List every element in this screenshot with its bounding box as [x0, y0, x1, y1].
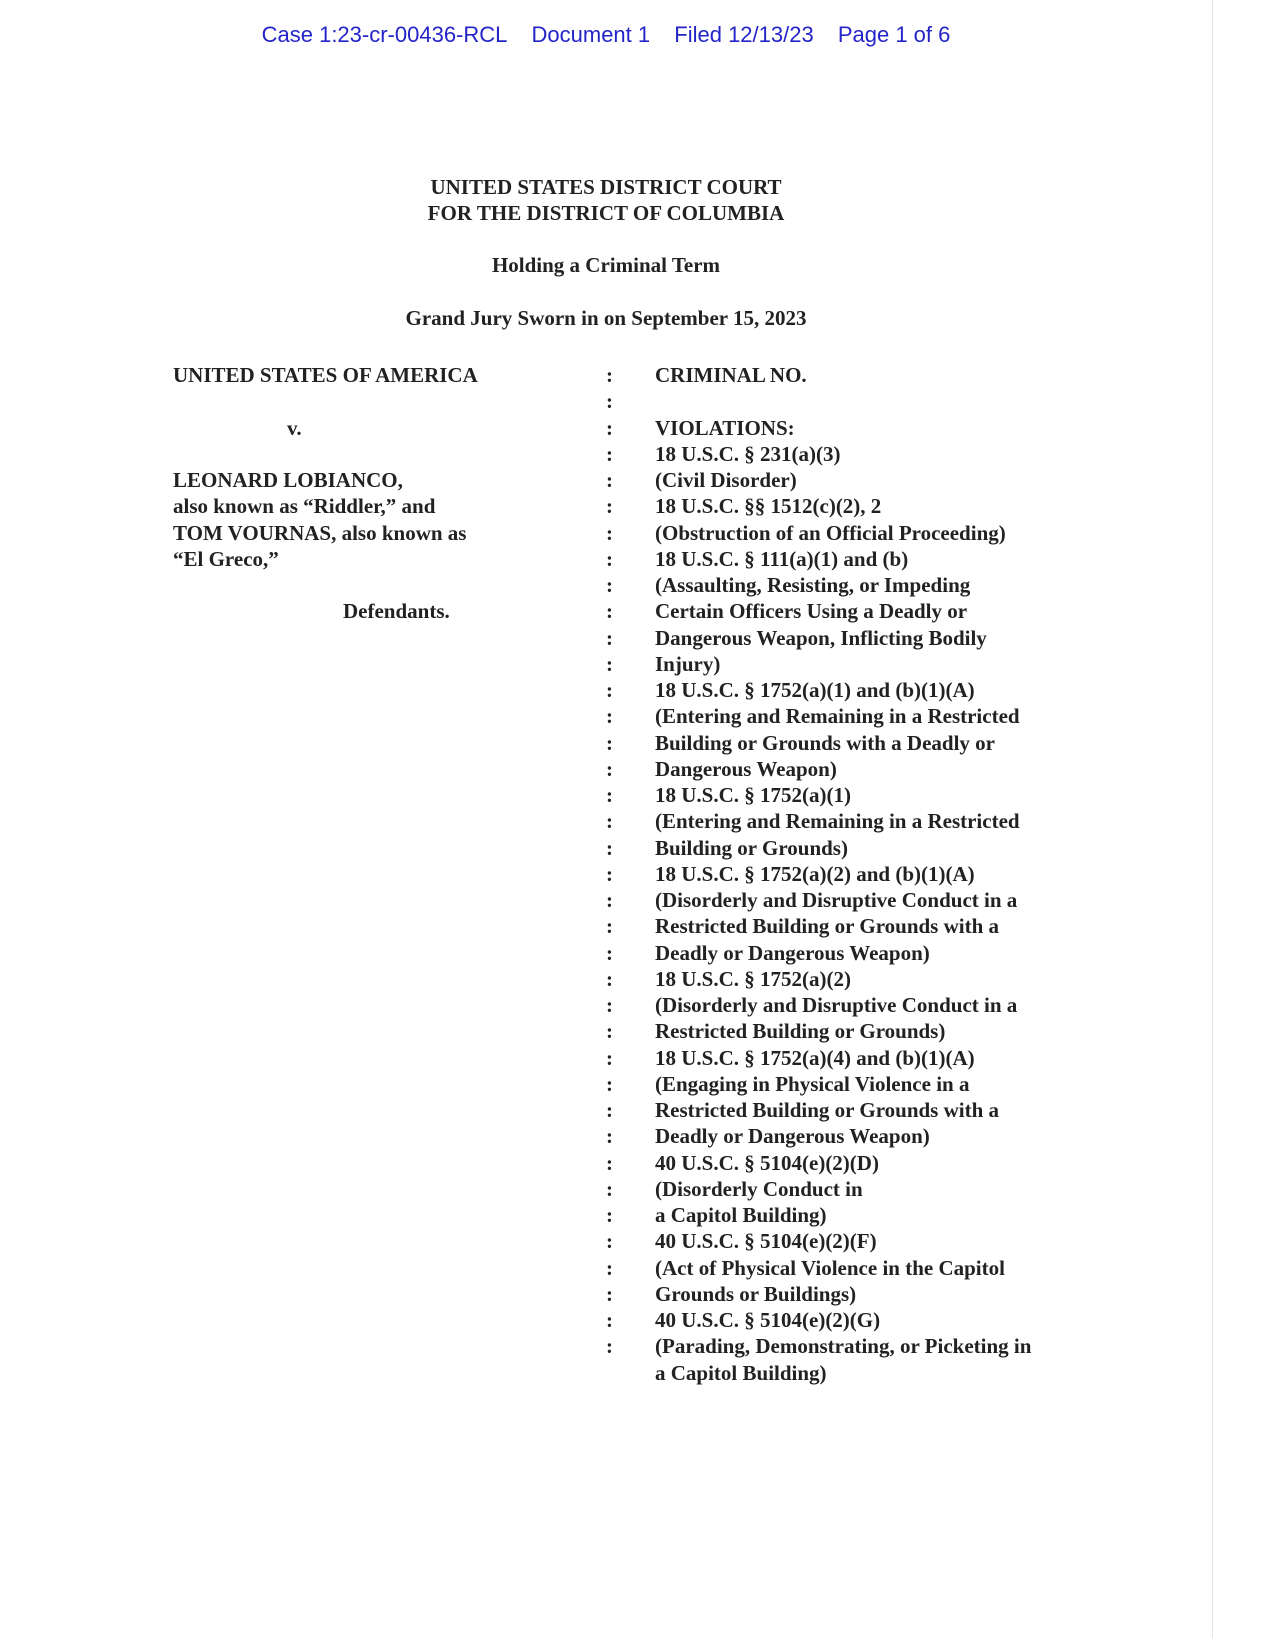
document-number: Document 1 — [531, 22, 651, 47]
caption-colon: : — [606, 363, 613, 387]
court-name — [0, 174, 1212, 226]
caption-colon: : — [606, 651, 613, 676]
caption-colon: : — [606, 914, 613, 939]
caption-colon: : — [606, 1176, 613, 1201]
case-number: Case 1:23-cr-00436-RCL — [261, 22, 508, 47]
filed-date: Filed 12/13/23 — [674, 22, 814, 47]
caption-colon: : — [606, 573, 613, 597]
violation-statute: 18 U.S.C. § 1752(a)(4) and (b)(1)(A) — [655, 1045, 975, 1070]
violation-description: (Assaulting, Resisting, or Impeding — [655, 573, 971, 597]
violation-description: a Capitol Building) — [655, 1203, 827, 1227]
violation-statute: 18 U.S.C. § 1752(a)(1) and (b)(1)(A) — [655, 678, 975, 702]
violation-description: Grounds or Buildings) — [655, 1281, 857, 1306]
plaintiff: UNITED STATES OF AMERICA — [173, 363, 478, 387]
violation-description: Deadly or Dangerous Weapon) — [655, 1124, 930, 1149]
violation-description: (Act of Physical Violence in the Capitol — [655, 1255, 1005, 1280]
grand-jury-date: Grand Jury Sworn in on September 15, 2023 — [405, 306, 807, 330]
caption-colon: : — [606, 415, 613, 440]
caption-colon: : — [606, 809, 613, 834]
caption-colon: : — [606, 678, 613, 702]
violation-description: (Engaging in Physical Violence in a — [655, 1071, 970, 1096]
violation-description: Restricted Building or Grounds) — [655, 1019, 946, 1044]
caption-colon: : — [606, 783, 613, 807]
caption-colon: : — [606, 966, 613, 991]
violation-description: (Entering and Remaining in a Restricted — [655, 809, 1020, 834]
criminal-term: Holding a Criminal Term — [491, 253, 721, 277]
violation-description: a Capitol Building) — [655, 1360, 827, 1385]
violation-description: (Parading, Demonstrating, or Picketing in — [655, 1334, 1032, 1359]
violation-description: (Disorderly Conduct in — [655, 1176, 863, 1201]
caption-colon: : — [606, 1071, 613, 1096]
violation-statute: 40 U.S.C. § 5104(e)(2)(G) — [655, 1308, 881, 1332]
caption-colon: : — [606, 730, 613, 755]
page-indicator: Page 1 of 6 — [837, 22, 951, 47]
caption-colon: : — [606, 494, 613, 519]
caption-colon: : — [606, 441, 613, 466]
caption-colon: : — [606, 756, 613, 781]
ecf-header-stamp — [0, 22, 1212, 48]
violation-description: (Disorderly and Disruptive Conduct in a — [655, 993, 1018, 1017]
caption-colon: : — [606, 1150, 613, 1175]
caption-right — [655, 362, 1031, 1386]
violation-description: (Disorderly and Disruptive Conduct in a — [655, 888, 1018, 912]
violation-description: Building or Grounds with a Deadly or — [655, 730, 995, 755]
violation-statute: 18 U.S.C. § 1752(a)(2) — [655, 966, 851, 991]
caption-left — [173, 362, 478, 625]
violation-description: Deadly or Dangerous Weapon) — [655, 940, 930, 965]
violation-description: Building or Grounds) — [655, 835, 848, 860]
versus: v. — [287, 415, 302, 440]
defendant-line: LEONARD LOBIANCO, — [173, 468, 403, 492]
caption-colon: : — [606, 1229, 613, 1254]
violation-statute: 40 U.S.C. § 5104(e)(2)(D) — [655, 1150, 879, 1175]
defendants-label: Defendants. — [343, 599, 450, 624]
caption-colon: : — [606, 1045, 613, 1070]
caption-colon: : — [606, 1124, 613, 1149]
caption-colon: : — [606, 1203, 613, 1227]
violation-description: (Obstruction of an Official Proceeding) — [655, 520, 1006, 545]
caption-colon: : — [606, 1098, 613, 1122]
caption-colon: : — [606, 520, 613, 545]
violation-description: Dangerous Weapon, Inflicting Bodily — [655, 625, 987, 650]
violation-description: Dangerous Weapon) — [655, 756, 837, 781]
caption-colons — [606, 362, 613, 1360]
violation-statute: 18 U.S.C. §§ 1512(c)(2), 2 — [655, 494, 882, 519]
caption-colon: : — [606, 1334, 613, 1359]
violation-description: (Entering and Remaining in a Restricted — [655, 704, 1020, 729]
caption-colon: : — [606, 1255, 613, 1280]
caption-colon: : — [606, 835, 613, 860]
violation-statute: 18 U.S.C. § 1752(a)(2) and (b)(1)(A) — [655, 861, 975, 886]
caption-colon: : — [606, 468, 613, 492]
caption-colon: : — [606, 389, 613, 414]
defendant-line: also known as “Riddler,” and — [173, 494, 436, 519]
violation-description: (Civil Disorder) — [655, 468, 797, 492]
violation-description: Certain Officers Using a Deadly or — [655, 599, 968, 624]
caption-colon: : — [606, 1308, 613, 1332]
violation-statute: 18 U.S.C. § 1752(a)(1) — [655, 783, 851, 807]
caption-colon: : — [606, 1281, 613, 1306]
caption-colon: : — [606, 888, 613, 912]
caption-colon: : — [606, 1019, 613, 1044]
caption-colon: : — [606, 625, 613, 650]
caption-colon: : — [606, 704, 613, 729]
court-line-2: FOR THE DISTRICT OF COLUMBIA — [427, 201, 785, 225]
violation-description: Restricted Building or Grounds with a — [655, 914, 1000, 939]
caption-colon: : — [606, 993, 613, 1017]
violation-description: Restricted Building or Grounds with a — [655, 1098, 1000, 1122]
violation-statute: 18 U.S.C. § 111(a)(1) and (b) — [655, 546, 909, 571]
caption-colon: : — [606, 861, 613, 886]
defendant-line: TOM VOURNAS, also known as — [173, 520, 467, 545]
violations-label: VIOLATIONS: — [655, 415, 795, 440]
violation-statute: 18 U.S.C. § 231(a)(3) — [655, 441, 841, 466]
violation-description: Injury) — [655, 651, 721, 676]
caption-colon: : — [606, 546, 613, 571]
court-line-1: UNITED STATES DISTRICT COURT — [430, 175, 782, 199]
caption-colon: : — [606, 599, 613, 624]
defendant-line: “El Greco,” — [173, 546, 279, 571]
caption-colon: : — [606, 940, 613, 965]
criminal-number: CRIMINAL NO. — [655, 363, 807, 387]
violation-statute: 40 U.S.C. § 5104(e)(2)(F) — [655, 1229, 877, 1254]
